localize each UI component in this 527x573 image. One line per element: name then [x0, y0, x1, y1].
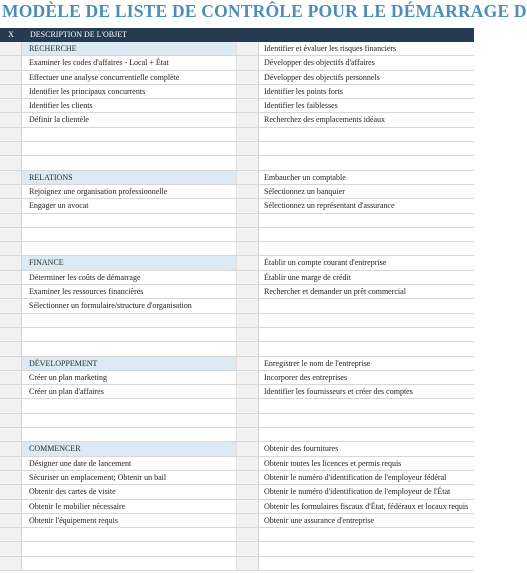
left-checkbox[interactable]: [0, 414, 22, 428]
table-row: [0, 385, 474, 399]
right-checkbox[interactable]: [237, 214, 259, 228]
left-checkbox[interactable]: [0, 85, 22, 99]
right-checkbox[interactable]: [237, 285, 259, 299]
left-checkbox[interactable]: [0, 271, 22, 285]
left-item-text[interactable]: Désigner une date de lancement: [22, 457, 237, 471]
left-item-text[interactable]: Effectuer une analyse concurrentielle complète: [22, 71, 237, 85]
table-row: [0, 428, 474, 442]
left-item-text[interactable]: Obtenir l'équipement requis: [22, 514, 237, 528]
table-row: [0, 242, 474, 256]
right-item-text[interactable]: [259, 314, 474, 328]
left-checkbox[interactable]: [0, 71, 22, 85]
check-column-header: X: [8, 30, 14, 39]
table-row: [0, 500, 474, 514]
left-checkbox[interactable]: [0, 500, 22, 514]
table-row: [0, 271, 474, 285]
right-item-text[interactable]: [259, 428, 474, 442]
left-item-text[interactable]: [22, 428, 237, 442]
right-checkbox[interactable]: [237, 128, 259, 142]
right-item-text[interactable]: Sélectionnez un banquier: [259, 185, 474, 199]
right-item-text[interactable]: Développer des objectifs personnels: [259, 71, 474, 85]
right-checkbox[interactable]: [237, 113, 259, 127]
right-item-text[interactable]: [259, 542, 474, 556]
left-item-text[interactable]: [22, 528, 237, 542]
right-checkbox[interactable]: [237, 442, 259, 456]
left-checkbox[interactable]: [0, 385, 22, 399]
table-row: [0, 371, 474, 385]
left-item-text[interactable]: [22, 214, 237, 228]
left-checkbox[interactable]: [0, 442, 22, 456]
right-checkbox[interactable]: [237, 171, 259, 185]
table-row: [0, 299, 474, 313]
page-title: MODÈLE DE LISTE DE CONTRÔLE POUR LE DÉMARRAGE D: [2, 1, 527, 21]
category-row: [0, 442, 474, 456]
table-row: [0, 56, 474, 70]
right-checkbox[interactable]: [237, 542, 259, 556]
left-item-text[interactable]: Examiner les ressources financières: [22, 285, 237, 299]
table-row: [0, 557, 474, 571]
table-row: [0, 414, 474, 428]
left-item-text[interactable]: [22, 542, 237, 556]
left-checkbox[interactable]: [0, 171, 22, 185]
right-checkbox[interactable]: [237, 71, 259, 85]
table-row: [0, 457, 474, 471]
left-item-text[interactable]: [22, 156, 237, 170]
category-label[interactable]: DÉVELOPPEMENT: [22, 357, 237, 371]
right-checkbox[interactable]: [237, 485, 259, 499]
right-item-text[interactable]: [259, 142, 474, 156]
table-row: [0, 528, 474, 542]
right-item-text[interactable]: [259, 342, 474, 356]
left-checkbox[interactable]: [0, 285, 22, 299]
right-checkbox[interactable]: [237, 242, 259, 256]
table-row: [0, 128, 474, 142]
right-item-text[interactable]: [259, 557, 474, 571]
right-item-text[interactable]: Obtenir le numéro d'identification de l'employeur de l'État: [259, 485, 474, 499]
left-checkbox[interactable]: [0, 142, 22, 156]
left-item-text[interactable]: Sélectionner un formulaire/structure d'organisation: [22, 299, 237, 313]
right-item-text[interactable]: Obtenir des fournitures: [259, 442, 474, 456]
right-checkbox[interactable]: [237, 314, 259, 328]
left-item-text[interactable]: [22, 399, 237, 413]
left-item-text[interactable]: [22, 342, 237, 356]
left-item-text[interactable]: Engager un avocat: [22, 199, 237, 213]
category-label[interactable]: FINANCE: [22, 256, 237, 270]
left-checkbox[interactable]: [0, 485, 22, 499]
left-checkbox[interactable]: [0, 399, 22, 413]
left-checkbox[interactable]: [0, 42, 22, 56]
left-item-text[interactable]: Identifier les clients: [22, 99, 237, 113]
left-item-text[interactable]: Créer un plan marketing: [22, 371, 237, 385]
right-checkbox[interactable]: [237, 185, 259, 199]
right-item-text[interactable]: Identifier les fournisseurs et créer des comptes: [259, 385, 474, 399]
table-header: [0, 28, 474, 42]
checklist-table: [0, 28, 474, 573]
table-row: [0, 99, 474, 113]
right-item-text[interactable]: Obtenir une assurance d'entreprise: [259, 514, 474, 528]
right-checkbox[interactable]: [237, 385, 259, 399]
table-row: [0, 71, 474, 85]
left-item-text[interactable]: Examiner les codes d'affaires - Local + État: [22, 56, 237, 70]
right-item-text[interactable]: Rechercher et demander un prêt commercial: [259, 285, 474, 299]
right-checkbox[interactable]: [237, 56, 259, 70]
checklist-rows: [0, 42, 474, 571]
left-checkbox[interactable]: [0, 314, 22, 328]
right-checkbox[interactable]: [237, 557, 259, 571]
left-checkbox[interactable]: [0, 242, 22, 256]
table-row: [0, 199, 474, 213]
left-checkbox[interactable]: [0, 457, 22, 471]
left-checkbox[interactable]: [0, 199, 22, 213]
table-row: [0, 514, 474, 528]
right-checkbox[interactable]: [237, 99, 259, 113]
right-item-text[interactable]: Obtenir les formulaires fiscaux d'État, fédéraux et locaux requis: [259, 500, 474, 514]
left-checkbox[interactable]: [0, 214, 22, 228]
right-checkbox[interactable]: [237, 299, 259, 313]
table-row: [0, 342, 474, 356]
right-checkbox[interactable]: [237, 528, 259, 542]
left-item-text[interactable]: Rejoignez une organisation professionnelle: [22, 185, 237, 199]
right-checkbox[interactable]: [237, 371, 259, 385]
right-item-text[interactable]: [259, 156, 474, 170]
left-item-text[interactable]: [22, 142, 237, 156]
table-row: [0, 471, 474, 485]
right-item-text[interactable]: [259, 228, 474, 242]
description-column-header: DESCRIPTION DE L'OBJET: [30, 30, 127, 39]
table-row: [0, 156, 474, 170]
right-checkbox[interactable]: [237, 328, 259, 342]
right-item-text[interactable]: Identifier les points forts: [259, 85, 474, 99]
right-checkbox[interactable]: [237, 42, 259, 56]
left-item-text[interactable]: [22, 414, 237, 428]
right-item-text[interactable]: Incorporer des entreprises: [259, 371, 474, 385]
left-item-text[interactable]: Obtenir le mobilier nécessaire: [22, 500, 237, 514]
left-checkbox[interactable]: [0, 471, 22, 485]
left-item-text[interactable]: Définir la clientèle: [22, 113, 237, 127]
left-item-text[interactable]: Obtenir des cartes de visite: [22, 485, 237, 499]
right-item-text[interactable]: Développer des objectifs d'affaires: [259, 56, 474, 70]
right-item-text[interactable]: [259, 399, 474, 413]
table-row: [0, 542, 474, 556]
right-item-text[interactable]: [259, 214, 474, 228]
right-item-text[interactable]: [259, 414, 474, 428]
right-checkbox[interactable]: [237, 457, 259, 471]
table-row: [0, 185, 474, 199]
right-checkbox[interactable]: [237, 271, 259, 285]
right-item-text[interactable]: Sélectionnez un représentant d'assurance: [259, 199, 474, 213]
left-checkbox[interactable]: [0, 256, 22, 270]
right-checkbox[interactable]: [237, 342, 259, 356]
left-checkbox[interactable]: [0, 428, 22, 442]
left-checkbox[interactable]: [0, 542, 22, 556]
right-checkbox[interactable]: [237, 414, 259, 428]
left-checkbox[interactable]: [0, 528, 22, 542]
category-label[interactable]: COMMENCER: [22, 442, 237, 456]
table-row: [0, 314, 474, 328]
right-checkbox[interactable]: [237, 399, 259, 413]
left-checkbox[interactable]: [0, 557, 22, 571]
right-item-text[interactable]: Obtenir le numéro d'identification de l'employeur fédéral: [259, 471, 474, 485]
left-item-text[interactable]: [22, 128, 237, 142]
category-row: [0, 42, 474, 56]
right-checkbox[interactable]: [237, 500, 259, 514]
left-checkbox[interactable]: [0, 342, 22, 356]
left-checkbox[interactable]: [0, 357, 22, 371]
left-checkbox[interactable]: [0, 156, 22, 170]
left-item-text[interactable]: Créer un plan d'affaires: [22, 385, 237, 399]
right-item-text[interactable]: [259, 528, 474, 542]
left-checkbox[interactable]: [0, 299, 22, 313]
right-item-text[interactable]: [259, 128, 474, 142]
left-checkbox[interactable]: [0, 128, 22, 142]
right-item-text[interactable]: Obtenir toutes les licences et permis requis: [259, 457, 474, 471]
left-item-text[interactable]: [22, 242, 237, 256]
left-item-text[interactable]: [22, 314, 237, 328]
table-row: [0, 399, 474, 413]
left-checkbox[interactable]: [0, 371, 22, 385]
table-row: [0, 485, 474, 499]
right-checkbox[interactable]: [237, 357, 259, 371]
right-item-text[interactable]: Identifier les faiblesses: [259, 99, 474, 113]
left-checkbox[interactable]: [0, 99, 22, 113]
right-checkbox[interactable]: [237, 156, 259, 170]
left-checkbox[interactable]: [0, 185, 22, 199]
table-row: [0, 328, 474, 342]
left-checkbox[interactable]: [0, 56, 22, 70]
right-checkbox[interactable]: [237, 256, 259, 270]
category-row: [0, 171, 474, 185]
left-checkbox[interactable]: [0, 228, 22, 242]
left-item-text[interactable]: Identifier les principaux concurrents: [22, 85, 237, 99]
table-row: [0, 113, 474, 127]
right-item-text[interactable]: [259, 299, 474, 313]
table-row: [0, 214, 474, 228]
left-item-text[interactable]: [22, 228, 237, 242]
right-item-text[interactable]: [259, 242, 474, 256]
right-checkbox[interactable]: [237, 85, 259, 99]
left-checkbox[interactable]: [0, 328, 22, 342]
table-row: [0, 142, 474, 156]
left-item-text[interactable]: [22, 557, 237, 571]
right-checkbox[interactable]: [237, 428, 259, 442]
right-item-text[interactable]: Établir une marge de crédit: [259, 271, 474, 285]
right-item-text[interactable]: Embaucher un comptable: [259, 171, 474, 185]
table-row: [0, 228, 474, 242]
right-checkbox[interactable]: [237, 142, 259, 156]
right-item-text[interactable]: [259, 328, 474, 342]
left-item-text[interactable]: Déterminer les coûts de démarrage: [22, 271, 237, 285]
right-checkbox[interactable]: [237, 514, 259, 528]
right-item-text[interactable]: Enregistrer le nom de l'entreprise: [259, 357, 474, 371]
left-checkbox[interactable]: [0, 514, 22, 528]
left-checkbox[interactable]: [0, 113, 22, 127]
right-checkbox[interactable]: [237, 228, 259, 242]
right-item-text[interactable]: Identifier et évaluer les risques financiers: [259, 42, 474, 56]
left-item-text[interactable]: [22, 328, 237, 342]
right-item-text[interactable]: Établir un compte courant d'entreprise: [259, 256, 474, 270]
category-row: [0, 357, 474, 371]
right-checkbox[interactable]: [237, 199, 259, 213]
category-label[interactable]: RECHERCHE: [22, 42, 237, 56]
category-label[interactable]: RELATIONS: [22, 171, 237, 185]
left-item-text[interactable]: Sécuriser un emplacement; Obtenir un bail: [22, 471, 237, 485]
right-item-text[interactable]: Recherchez des emplacements idéaux: [259, 113, 474, 127]
table-row: [0, 285, 474, 299]
right-checkbox[interactable]: [237, 471, 259, 485]
category-row: [0, 256, 474, 270]
table-row: [0, 85, 474, 99]
